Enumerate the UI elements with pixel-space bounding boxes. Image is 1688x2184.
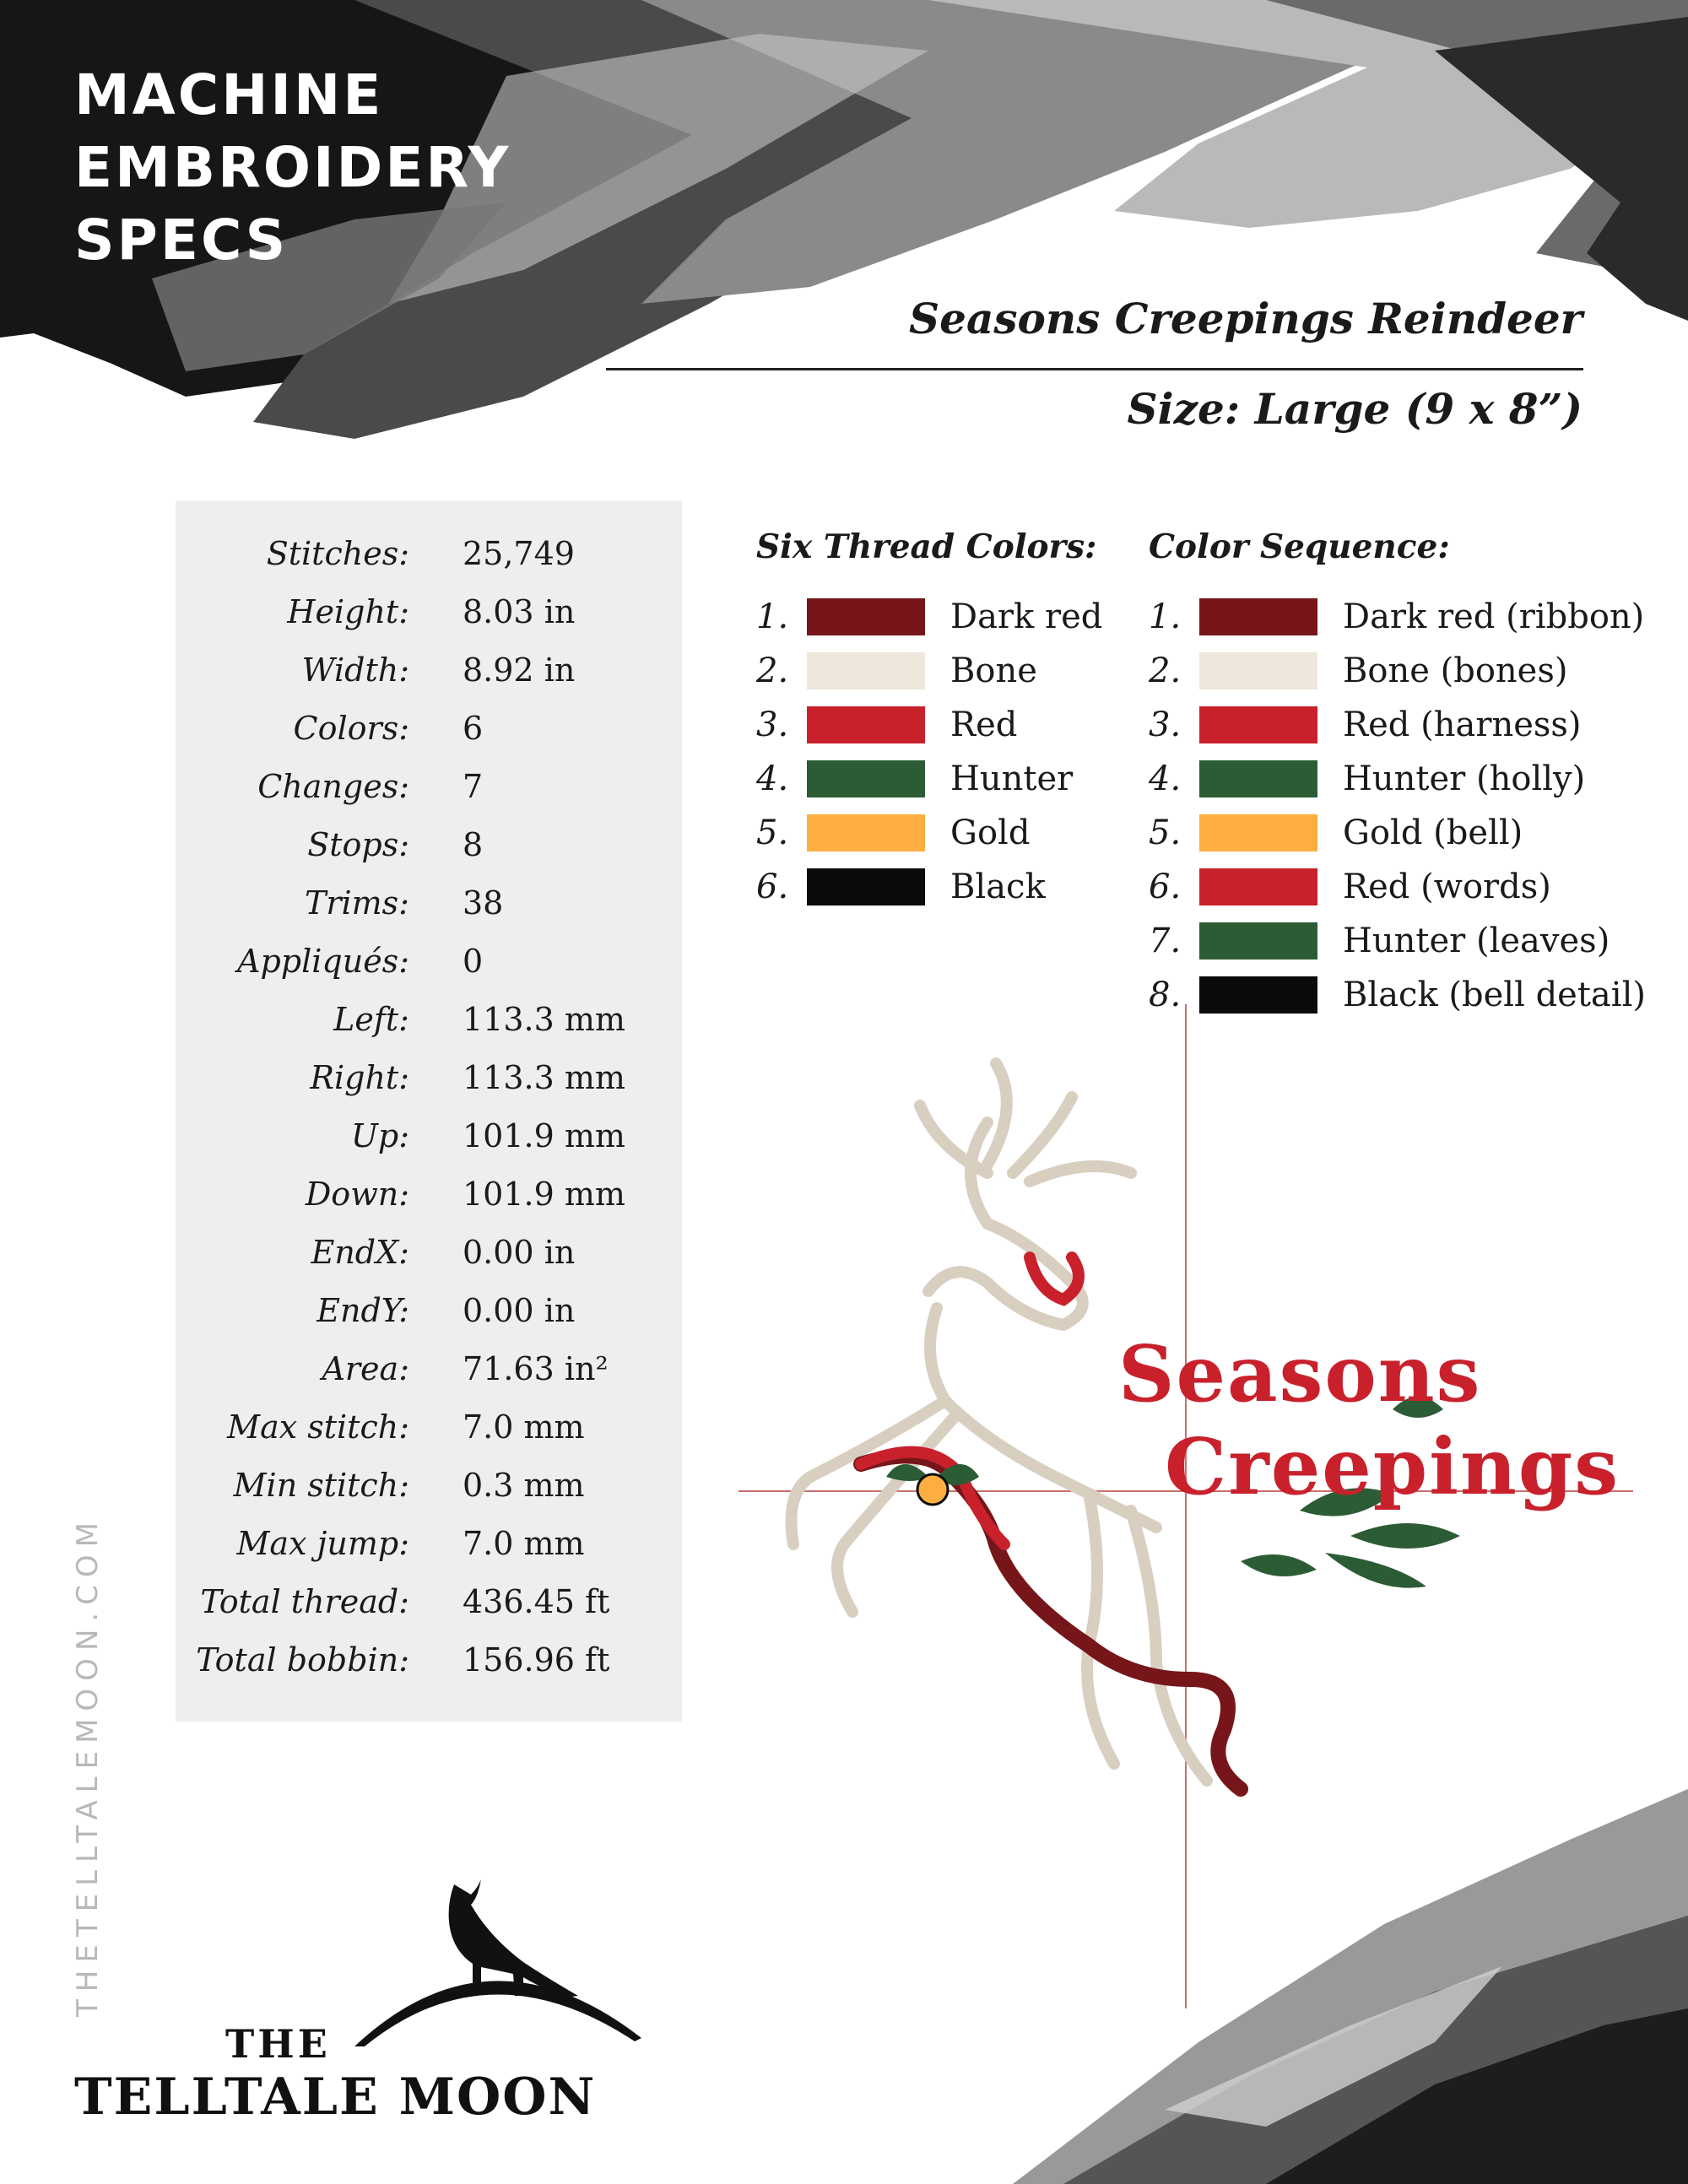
spec-value: 71.63 in² [463,1350,609,1387]
sequence-swatch [1199,760,1317,797]
spec-value: 8 [463,826,484,863]
thread-number: 1. [756,597,789,636]
spec-row-trims [176,874,682,933]
spec-label: Total thread: [200,1583,409,1620]
raven-moon-logo [354,1869,641,2046]
sequence-name: Gold (bell) [1343,814,1523,852]
spec-row-min-stitch [176,1457,682,1515]
harness-icon [861,1257,1079,1544]
title-line: SPECS [74,208,289,273]
sequence-swatch [1199,706,1317,743]
spec-label: Width: [301,651,409,689]
sequence-number: 7. [1149,922,1182,960]
sequence-name: Bone (bones) [1343,651,1568,690]
sequence-number: 2. [1149,651,1182,690]
thread-name: Bone [950,651,1037,690]
spec-label: Down: [305,1176,409,1213]
brand-the: THE [225,2021,331,2067]
page-title [74,59,511,277]
sequence-number: 6. [1149,868,1182,906]
spec-value: 156.96 ft [463,1641,610,1679]
thread-colors-title: Six Thread Colors: [756,527,1097,566]
thread-number: 6. [756,868,789,906]
sequence-name: Hunter (leaves) [1343,922,1610,960]
moon-arc-icon [354,1981,641,2046]
sequence-name: Red (words) [1343,868,1551,906]
spec-label: Stitches: [266,535,409,572]
header-divider [606,368,1583,370]
spec-value: 113.3 mm [463,1001,625,1038]
spec-label: Total bobbin: [196,1641,409,1679]
sequence-name: Red (harness) [1343,705,1582,744]
spec-row-height [176,583,682,641]
thread-name: Hunter [950,760,1074,798]
thread-name: Black [950,868,1046,906]
spec-value: 0.00 in [463,1292,576,1329]
spec-value: 25,749 [463,535,575,572]
spec-label: Max jump: [236,1525,409,1562]
thread-swatch [807,760,925,797]
spec-value: 6 [463,710,484,747]
color-sequence-title: Color Sequence: [1149,527,1450,566]
spec-row-right [176,1049,682,1107]
sequence-number: 8. [1149,976,1182,1014]
thread-number: 2. [756,651,789,690]
title-line: MACHINE [74,62,384,127]
spec-label: Up: [350,1117,409,1154]
thread-number: 5. [756,814,789,852]
thread-swatch [807,652,925,689]
thread-number: 3. [756,705,789,744]
thread-name: Gold [950,814,1031,852]
spec-label: EndX: [311,1234,409,1271]
spec-value: 7.0 mm [463,1525,585,1562]
design-text-line-2: Creepings [1165,1421,1620,1512]
spec-value: 8.03 in [463,593,576,630]
spec-row-stitches [176,525,682,583]
sequence-swatch [1199,598,1317,635]
spec-value: 436.45 ft [463,1583,610,1620]
spec-row-total-bobbin [176,1631,682,1689]
thread-swatch [807,868,925,905]
spec-label: Trims: [304,884,409,922]
sequence-number: 3. [1149,705,1182,744]
spec-value: 101.9 mm [463,1176,625,1213]
spec-label: Min stitch: [233,1467,409,1504]
bell-icon [917,1474,948,1505]
spec-value: 113.3 mm [463,1059,625,1096]
spec-value: 0.00 in [463,1234,576,1271]
sequence-swatch [1199,814,1317,851]
spec-label: Area: [322,1350,409,1387]
spec-value: 101.9 mm [463,1117,625,1154]
spec-row-endy [176,1282,682,1340]
spec-label: Stops: [307,826,409,863]
spec-label: EndY: [316,1292,409,1329]
sequence-name: Dark red (ribbon) [1343,597,1645,636]
spec-row-area [176,1340,682,1398]
sequence-swatch [1199,652,1317,689]
thread-swatch [807,706,925,743]
spec-value: 38 [463,884,504,922]
brand-name: TELLTALE MOON [74,2068,597,2127]
spec-value: 8.92 in [463,651,576,689]
sequence-swatch [1199,868,1317,905]
spec-row-endx [176,1224,682,1282]
sequence-number: 5. [1149,814,1182,852]
spec-row-stops [176,816,682,874]
spec-label: Colors: [293,710,409,747]
sequence-number: 1. [1149,597,1182,636]
spec-label: Right: [310,1059,409,1096]
title-line: EMBROIDERY [74,135,511,200]
spec-row-width [176,641,682,700]
spec-label: Appliqués: [237,943,409,980]
embroidery-design-preview [734,1004,1637,2008]
spec-value: 0 [463,943,484,980]
spec-row-down [176,1165,682,1224]
specs-panel [176,500,682,1722]
spec-label: Height: [287,593,409,630]
thread-swatch [807,598,925,635]
raven-icon [449,1879,578,1997]
spec-value: 0.3 mm [463,1467,585,1504]
spec-label: Changes: [257,768,409,805]
website-url: THETELLTALEMOON.COM [71,1514,105,2017]
sequence-swatch [1199,922,1317,960]
spec-row-changes [176,758,682,816]
spec-row-max-stitch [176,1398,682,1457]
sequence-name: Hunter (holly) [1343,760,1586,798]
spec-row-max-jump [176,1515,682,1573]
spec-row-total-thread [176,1573,682,1631]
thread-name: Red [950,705,1018,744]
spec-row-colors [176,700,682,758]
thread-number: 4. [756,760,789,798]
sequence-number: 4. [1149,760,1182,798]
thread-swatch [807,814,925,851]
spec-row-left [176,991,682,1049]
spec-row-appliques [176,933,682,991]
spec-label: Max stitch: [227,1408,409,1446]
sequence-name: Black (bell detail) [1343,976,1646,1014]
design-name: Seasons Creepings Reindeer [909,294,1582,343]
spec-label: Left: [333,1001,409,1038]
spec-value: 7.0 mm [463,1408,585,1446]
spec-row-up [176,1107,682,1165]
thread-name: Dark red [950,597,1103,636]
design-text-line-1: Seasons [1118,1328,1482,1419]
spec-value: 7 [463,768,484,805]
design-size: Size: Large (9 x 8”) [1127,384,1582,434]
